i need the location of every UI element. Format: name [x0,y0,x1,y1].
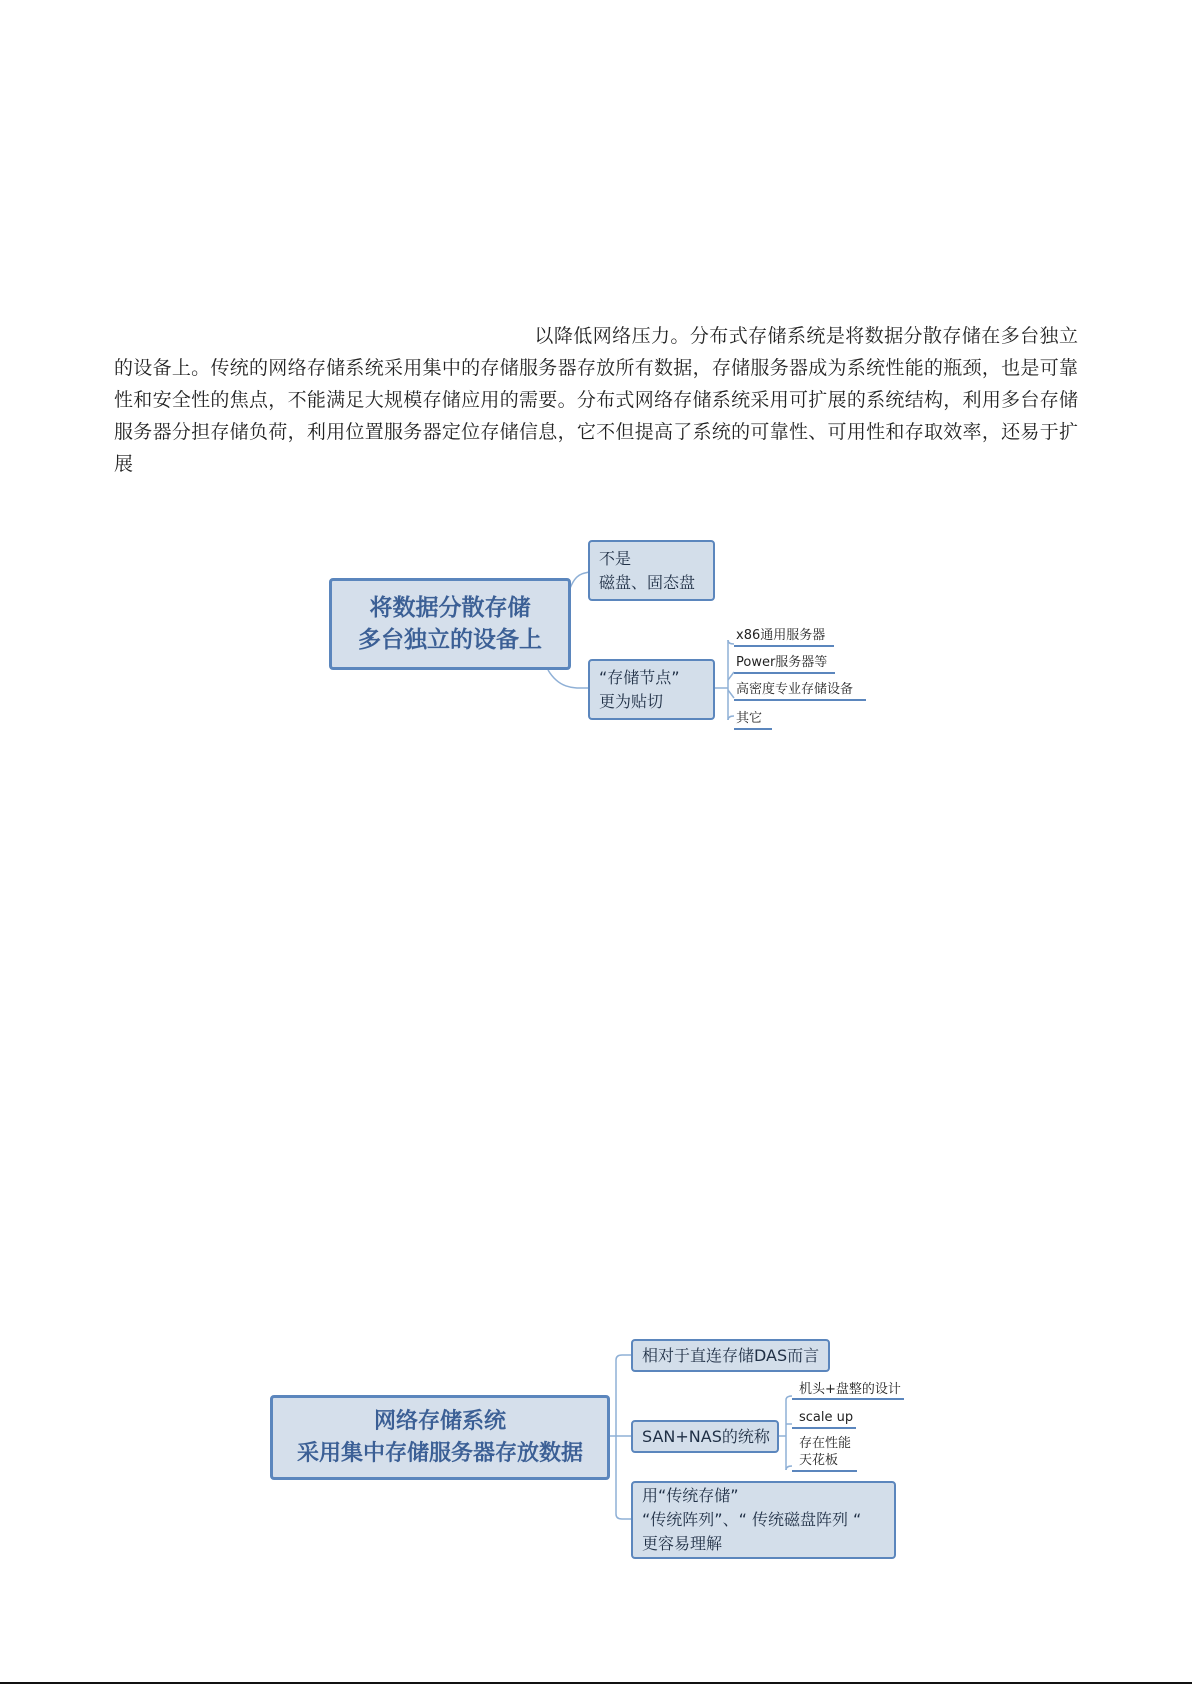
mindmap2-child-das [631,1339,830,1372]
paragraph-first-line: 以降低网络压力。分布式存储系统是将数据分散存储在多台独 [534,325,1059,347]
mindmap2-child1-label: 相对于直连存储DAS而言 [642,1345,820,1365]
mindmap2-child3-line2: “传统阵列”、“ 传统磁盘阵列 “ [642,1510,862,1529]
mindmap2-leaf-scale-up: scale up [799,1410,854,1425]
mindmap1-leaf-x86: x86通用服务器 [736,628,826,643]
mindmap1-leaf-other: 其它 [736,711,763,726]
mindmap1-leaf-power: Power服务器等 [736,655,828,670]
mindmap1-child2-line2: 更为贴切 [599,691,664,711]
mindmap2-root-line2: 采用集中存储服务器存放数据 [296,1440,583,1466]
mindmap1-child1-line1: 不是 [599,548,632,568]
mindmap2-leaf-ceiling: 天花板 [799,1453,839,1468]
mindmap1-leaf-high-density: 高密度专业存储设备 [736,682,854,697]
mindmap1-root-line2: 多台独立的设备上 [358,627,542,653]
mindmap2-leaf-performance: 存在性能 [799,1436,852,1451]
mindmap2-child3-line3: 更容易理解 [642,1534,723,1553]
mindmap2-child3-line1: 用“传统存储” [642,1486,739,1505]
mindmap2-root-line1: 网络存储系统 [373,1408,506,1434]
mindmap2-leaf-head-disk: 机头+盘整的设计 [799,1382,901,1397]
mindmap1-child1-line2: 磁盘、固态盘 [599,572,696,592]
mindmap2-root-node [270,1395,610,1480]
mindmap1-child2-line1: “存储节点” [599,667,680,687]
mindmap2-child-san-nas [631,1420,779,1453]
paragraph-rest: 立的设备上。传统的网络存储系统采用集中的存储服务器存放所有数据，存储服务器成为系统性能的瓶颈，也是可靠性和安全性的焦点，不能满足大规模存储应用的需要。分布式网络存储系统采用可扩展的系统结构，利用多台存储服务器分担存储负荷，利用位置服务器定位存储信息，它不但提高了系统的可靠性、可用性和存取效率，还易于扩展 [114,325,1078,475]
mindmap2-child-traditional [631,1481,896,1559]
mindmap2-child2-label: SAN+NAS的统称 [642,1426,770,1446]
mindmap1-root-line1: 将数据分散存储 [369,595,531,621]
page-bottom-rule [0,1682,1192,1684]
